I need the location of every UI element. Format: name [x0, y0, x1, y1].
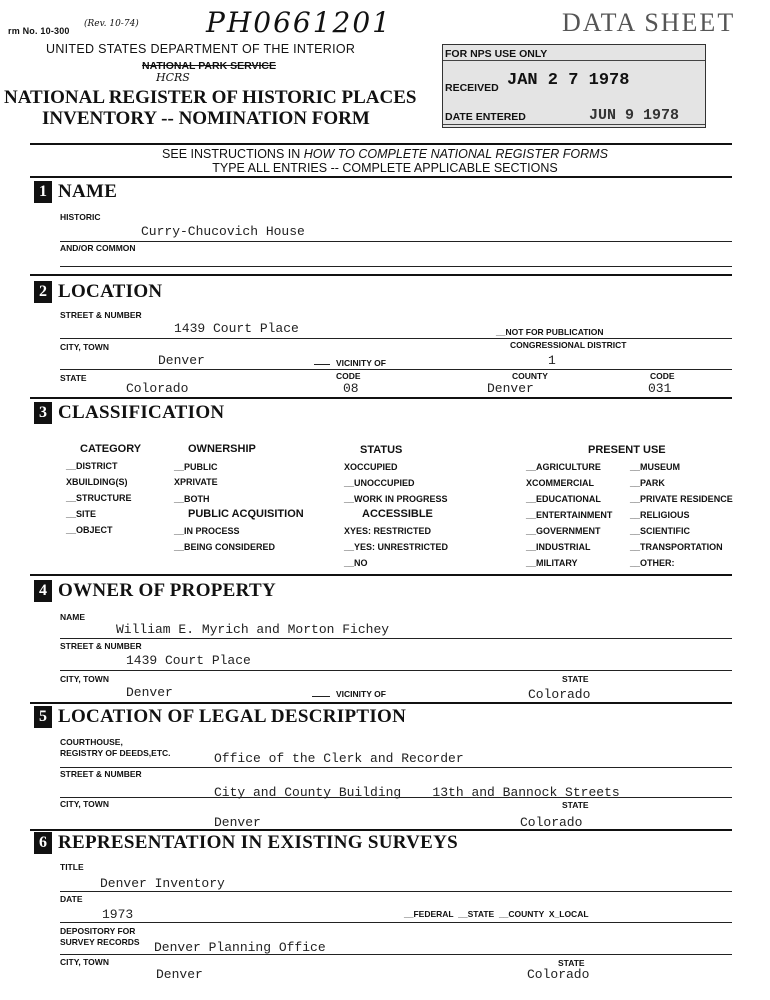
category-heading: CATEGORY — [80, 443, 142, 455]
status-occupied[interactable]: XOCCUPIED — [344, 462, 398, 472]
owner-city[interactable]: Denver — [126, 685, 173, 700]
survey-date-label: DATE — [60, 894, 83, 904]
instructions-line-1: SEE INSTRUCTIONS IN HOW TO COMPLETE NATIONAL REGISTER FORMS — [162, 147, 608, 161]
acquisition-heading: PUBLIC ACQUISITION — [188, 508, 304, 520]
owner-vicinity-label: VICINITY OF — [336, 689, 386, 699]
section-3-number: 3 — [34, 402, 52, 424]
entered-label: DATE ENTERED — [445, 111, 526, 123]
section-6-title: REPRESENTATION IN EXISTING SURVEYS — [58, 832, 459, 853]
use-transportation[interactable]: __TRANSPORTATION — [630, 542, 723, 552]
survey-date[interactable]: 1973 — [102, 907, 134, 922]
use-educational[interactable]: __EDUCATIONAL — [526, 494, 601, 504]
county-code-label: CODE — [650, 371, 675, 381]
received-date: JAN 2 7 1978 — [507, 71, 630, 90]
survey-title[interactable]: Denver Inventory — [100, 876, 225, 891]
accessible-heading: ACCESSIBLE — [362, 508, 433, 520]
survey-title-label: TITLE — [60, 862, 84, 872]
section-5-number: 5 — [34, 706, 52, 728]
handwritten-id: PH0661201 — [206, 6, 392, 39]
status-unoccupied[interactable]: __UNOCCUPIED — [344, 478, 415, 488]
owner-city-label: CITY, TOWN — [60, 674, 109, 684]
status-heading: STATUS — [360, 444, 403, 456]
courthouse-label-2: REGISTRY OF DEEDS,ETC. — [60, 748, 171, 758]
depository-state-label: STATE — [558, 958, 585, 968]
section-1-title: NAME — [58, 181, 118, 202]
owner-name[interactable]: William E. Myrich and Morton Fichey — [116, 622, 390, 637]
use-scientific[interactable]: __SCIENTIFIC — [630, 526, 691, 536]
use-commercial[interactable]: XCOMMERCIAL — [526, 478, 594, 488]
section-2-title: LOCATION — [58, 281, 163, 302]
owner-street[interactable]: 1439 Court Place — [126, 653, 251, 668]
ownership-public[interactable]: __PUBLIC — [174, 462, 218, 472]
depository-label-1: DEPOSITORY FOR — [60, 926, 136, 936]
section-4-title: OWNER OF PROPERTY — [58, 580, 277, 601]
use-museum[interactable]: __MUSEUM — [630, 462, 681, 472]
congressional-label: CONGRESSIONAL DISTRICT — [510, 340, 627, 350]
state-label: STATE — [60, 373, 87, 383]
depository-city[interactable]: Denver — [156, 967, 203, 982]
ownership-private[interactable]: XPRIVATE — [174, 477, 218, 487]
use-military[interactable]: __MILITARY — [526, 558, 578, 568]
data-sheet-stamp: DATA SHEET — [562, 8, 736, 37]
use-park[interactable]: __PARK — [630, 478, 665, 488]
owner-name-label: NAME — [60, 612, 86, 622]
section-3-title: CLASSIFICATION — [58, 402, 225, 423]
common-label: AND/OR COMMON — [60, 243, 136, 253]
accessible-no[interactable]: __NO — [344, 558, 368, 568]
location-county[interactable]: Denver — [487, 381, 534, 396]
use-government[interactable]: __GOVERNMENT — [526, 526, 601, 536]
ownership-both[interactable]: __BOTH — [174, 494, 210, 504]
legal-city[interactable]: Denver — [214, 815, 261, 830]
depository-city-label: CITY, TOWN — [60, 957, 109, 967]
use-other[interactable]: __OTHER: — [630, 558, 675, 568]
legal-state[interactable]: Colorado — [520, 815, 583, 830]
owner-state[interactable]: Colorado — [528, 687, 591, 702]
instructions-line-2: TYPE ALL ENTRIES -- COMPLETE APPLICABLE SECTIONS — [212, 161, 558, 175]
location-city[interactable]: Denver — [158, 353, 205, 368]
revision: (Rev. 10-74) — [84, 19, 139, 29]
category-object[interactable]: __OBJECT — [66, 525, 113, 535]
owner-state-label: STATE — [562, 674, 589, 684]
depository-label-2: SURVEY RECORDS — [60, 937, 140, 947]
code-label: CODE — [336, 371, 361, 381]
acquisition-in-process[interactable]: __IN PROCESS — [174, 526, 240, 536]
historic-label: HISTORIC — [60, 212, 101, 222]
form-title-1: NATIONAL REGISTER OF HISTORIC PLACES — [4, 87, 417, 108]
survey-levels[interactable]: __FEDERAL __STATE __COUNTY X_LOCAL — [404, 909, 589, 919]
section-6-number: 6 — [34, 832, 52, 854]
department: UNITED STATES DEPARTMENT OF THE INTERIOR — [46, 42, 356, 56]
category-structure[interactable]: __STRUCTURE — [66, 493, 132, 503]
accessible-unrestricted[interactable]: __YES: UNRESTRICTED — [344, 542, 449, 552]
present-use-heading: PRESENT USE — [588, 444, 666, 456]
city-label: CITY, TOWN — [60, 342, 109, 352]
category-buildings[interactable]: XBUILDING(S) — [66, 477, 128, 487]
legal-street-label: STREET & NUMBER — [60, 769, 142, 779]
street-label: STREET & NUMBER — [60, 310, 142, 320]
legal-street[interactable]: City and County Building 13th and Bannock Streets — [214, 785, 620, 800]
county-label: COUNTY — [512, 371, 548, 381]
entered-date: JUN 9 1978 — [589, 107, 680, 124]
congressional-district[interactable]: 1 — [548, 353, 556, 368]
section-2-number: 2 — [34, 281, 52, 303]
section-5-title: LOCATION OF LEGAL DESCRIPTION — [58, 706, 407, 727]
received-label: RECEIVED — [445, 82, 499, 94]
use-industrial[interactable]: __INDUSTRIAL — [526, 542, 591, 552]
use-entertainment[interactable]: __ENTERTAINMENT — [526, 510, 613, 520]
county-code[interactable]: 031 — [648, 381, 672, 396]
legal-city-label: CITY, TOWN — [60, 799, 109, 809]
courthouse-label-1: COURTHOUSE, — [60, 737, 123, 747]
use-religious[interactable]: __RELIGIOUS — [630, 510, 690, 520]
location-state[interactable]: Colorado — [126, 381, 189, 396]
category-site[interactable]: __SITE — [66, 509, 97, 519]
acquisition-being-considered[interactable]: __BEING CONSIDERED — [174, 542, 276, 552]
vicinity-label: VICINITY OF — [336, 358, 386, 368]
not-for-publication[interactable]: __NOT FOR PUBLICATION — [496, 327, 604, 337]
nps-label: FOR NPS USE ONLY — [445, 48, 548, 60]
use-agriculture[interactable]: __AGRICULTURE — [526, 462, 601, 472]
use-private-residence[interactable]: __PRIVATE RESIDENCE — [630, 494, 733, 504]
owner-street-label: STREET & NUMBER — [60, 641, 142, 651]
form-number: rm No. 10-300 — [8, 26, 70, 36]
service-handwritten: HCRS — [156, 71, 190, 84]
section-4-number: 4 — [34, 580, 52, 602]
status-work-in-progress[interactable]: __WORK IN PROGRESS — [344, 494, 448, 504]
courthouse[interactable]: Office of the Clerk and Recorder — [214, 751, 464, 766]
category-district[interactable]: __DISTRICT — [66, 461, 118, 471]
ownership-heading: OWNERSHIP — [188, 443, 256, 455]
service: NATIONAL PARK SERVICE — [142, 60, 276, 72]
state-code[interactable]: 08 — [343, 381, 359, 396]
section-1-number: 1 — [34, 181, 52, 203]
depository[interactable]: Denver Planning Office — [154, 940, 326, 955]
depository-state[interactable]: Colorado — [527, 967, 590, 982]
nps-use-box — [442, 44, 706, 128]
legal-state-label: STATE — [562, 800, 589, 810]
accessible-restricted[interactable]: XYES: RESTRICTED — [344, 526, 432, 536]
location-street[interactable]: 1439 Court Place — [174, 321, 299, 336]
historic-name[interactable]: Curry-Chucovich House — [141, 224, 305, 239]
form-title-2: INVENTORY -- NOMINATION FORM — [42, 108, 370, 129]
